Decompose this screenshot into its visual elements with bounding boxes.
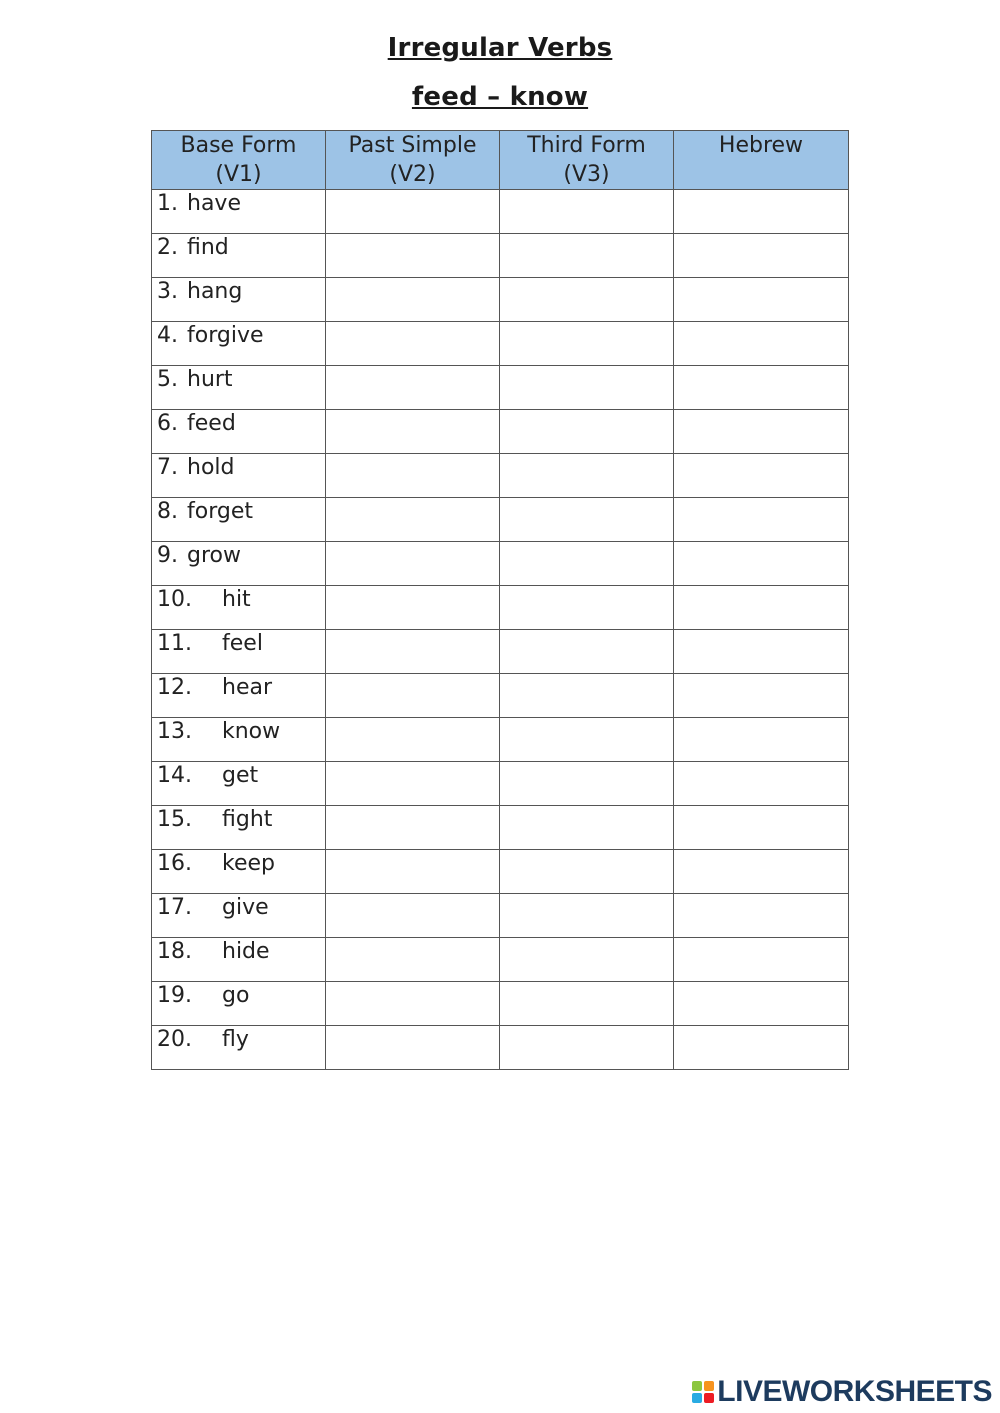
base-form-cell xyxy=(152,1026,326,1070)
past-simple-cell[interactable] xyxy=(326,586,500,630)
base-form-cell xyxy=(152,894,326,938)
third-form-cell[interactable] xyxy=(500,190,674,234)
row-number: 2. xyxy=(157,235,178,260)
table-row xyxy=(152,190,849,234)
base-verb: get xyxy=(222,763,259,788)
hebrew-cell[interactable] xyxy=(674,278,849,322)
row-number: 17. xyxy=(157,895,192,920)
table-row xyxy=(152,674,849,718)
base-form-cell xyxy=(152,234,326,278)
table-row xyxy=(152,1026,849,1070)
base-verb: hurt xyxy=(187,367,233,392)
table-row xyxy=(152,850,849,894)
base-verb: find xyxy=(187,235,229,260)
base-form-cell xyxy=(152,586,326,630)
base-form-cell xyxy=(152,410,326,454)
verbs-table xyxy=(151,130,849,1070)
base-form-cell xyxy=(152,674,326,718)
third-form-cell[interactable] xyxy=(500,322,674,366)
row-number: 12. xyxy=(157,675,192,700)
hebrew-cell[interactable] xyxy=(674,322,849,366)
table-row xyxy=(152,454,849,498)
third-form-cell[interactable] xyxy=(500,982,674,1026)
row-number: 3. xyxy=(157,279,178,304)
page-title: Irregular Verbs xyxy=(387,33,613,63)
table-row xyxy=(152,322,849,366)
third-form-cell[interactable] xyxy=(500,454,674,498)
past-simple-cell[interactable] xyxy=(326,498,500,542)
past-simple-cell[interactable] xyxy=(326,454,500,498)
hebrew-cell[interactable] xyxy=(674,234,849,278)
base-verb: have xyxy=(187,191,241,216)
hebrew-cell[interactable] xyxy=(674,454,849,498)
third-form-cell[interactable] xyxy=(500,366,674,410)
past-simple-cell[interactable] xyxy=(326,894,500,938)
past-simple-cell[interactable] xyxy=(326,806,500,850)
base-form-cell xyxy=(152,938,326,982)
row-number: 13. xyxy=(157,719,192,744)
hebrew-cell[interactable] xyxy=(674,674,849,718)
header-third-form xyxy=(500,131,674,190)
third-form-cell[interactable] xyxy=(500,850,674,894)
hebrew-cell[interactable] xyxy=(674,630,849,674)
base-form-cell xyxy=(152,366,326,410)
base-verb: feed xyxy=(187,411,236,436)
third-form-cell[interactable] xyxy=(500,278,674,322)
header-sublabel: (V1) xyxy=(215,162,262,187)
third-form-cell[interactable] xyxy=(500,498,674,542)
base-verb: hear xyxy=(222,675,273,700)
third-form-cell[interactable] xyxy=(500,894,674,938)
row-number: 7. xyxy=(157,455,178,480)
table-row xyxy=(152,894,849,938)
base-form-cell xyxy=(152,630,326,674)
hebrew-cell[interactable] xyxy=(674,586,849,630)
liveworksheets-watermark xyxy=(692,1377,992,1407)
base-verb: forget xyxy=(187,499,253,524)
table-row xyxy=(152,410,849,454)
header-sublabel: (V3) xyxy=(563,162,610,187)
past-simple-cell[interactable] xyxy=(326,278,500,322)
past-simple-cell[interactable] xyxy=(326,850,500,894)
header-label: Hebrew xyxy=(718,133,804,158)
third-form-cell[interactable] xyxy=(500,674,674,718)
header-sublabel: (V2) xyxy=(389,162,436,187)
page-subtitle: feed – know xyxy=(411,82,589,112)
base-verb: fly xyxy=(222,1027,249,1052)
third-form-cell[interactable] xyxy=(500,762,674,806)
past-simple-cell[interactable] xyxy=(326,410,500,454)
past-simple-cell[interactable] xyxy=(326,190,500,234)
base-form-cell xyxy=(152,542,326,586)
past-simple-cell[interactable] xyxy=(326,718,500,762)
row-number: 8. xyxy=(157,499,178,524)
hebrew-cell[interactable] xyxy=(674,366,849,410)
past-simple-cell[interactable] xyxy=(326,674,500,718)
third-form-cell[interactable] xyxy=(500,718,674,762)
table-row xyxy=(152,366,849,410)
third-form-cell[interactable] xyxy=(500,234,674,278)
row-number: 1. xyxy=(157,191,178,216)
table-row xyxy=(152,762,849,806)
table-row xyxy=(152,586,849,630)
base-verb: keep xyxy=(222,851,275,876)
table-row xyxy=(152,806,849,850)
hebrew-cell[interactable] xyxy=(674,938,849,982)
row-number: 10. xyxy=(157,587,192,612)
row-number: 18. xyxy=(157,939,192,964)
third-form-cell[interactable] xyxy=(500,806,674,850)
base-verb: hide xyxy=(222,939,270,964)
hebrew-cell[interactable] xyxy=(674,190,849,234)
base-verb: grow xyxy=(187,543,241,568)
hebrew-cell[interactable] xyxy=(674,806,849,850)
base-form-cell xyxy=(152,278,326,322)
third-form-cell[interactable] xyxy=(500,630,674,674)
row-number: 20. xyxy=(157,1027,192,1052)
table-row xyxy=(152,630,849,674)
base-form-cell xyxy=(152,718,326,762)
base-form-cell xyxy=(152,322,326,366)
hebrew-cell[interactable] xyxy=(674,982,849,1026)
base-verb: feel xyxy=(222,631,263,656)
past-simple-cell[interactable] xyxy=(326,982,500,1026)
past-simple-cell[interactable] xyxy=(326,938,500,982)
base-verb: hit xyxy=(222,587,251,612)
base-verb: hang xyxy=(187,279,243,304)
hebrew-cell[interactable] xyxy=(674,542,849,586)
header-label: Base Form xyxy=(180,133,297,158)
base-verb: give xyxy=(222,895,269,920)
hebrew-cell[interactable] xyxy=(674,894,849,938)
row-number: 4. xyxy=(157,323,178,348)
third-form-cell[interactable] xyxy=(500,410,674,454)
past-simple-cell[interactable] xyxy=(326,762,500,806)
base-form-cell xyxy=(152,454,326,498)
base-form-cell xyxy=(152,806,326,850)
third-form-cell[interactable] xyxy=(500,542,674,586)
row-number: 11. xyxy=(157,631,192,656)
hebrew-cell[interactable] xyxy=(674,1026,849,1070)
hebrew-cell[interactable] xyxy=(674,762,849,806)
table-row xyxy=(152,718,849,762)
row-number: 16. xyxy=(157,851,192,876)
header-label: Past Simple xyxy=(348,133,477,158)
hebrew-cell[interactable] xyxy=(674,850,849,894)
third-form-cell[interactable] xyxy=(500,938,674,982)
base-form-cell xyxy=(152,982,326,1026)
hebrew-cell[interactable] xyxy=(674,718,849,762)
table-row xyxy=(152,498,849,542)
table-row xyxy=(152,982,849,1026)
hebrew-cell[interactable] xyxy=(674,410,849,454)
base-form-cell xyxy=(152,850,326,894)
row-number: 15. xyxy=(157,807,192,832)
table-row xyxy=(152,542,849,586)
third-form-cell[interactable] xyxy=(500,586,674,630)
base-verb: hold xyxy=(187,455,235,480)
third-form-cell[interactable] xyxy=(500,1026,674,1070)
base-verb: fight xyxy=(222,807,273,832)
row-number: 14. xyxy=(157,763,192,788)
past-simple-cell[interactable] xyxy=(326,542,500,586)
past-simple-cell[interactable] xyxy=(326,366,500,410)
header-past-simple xyxy=(326,131,500,190)
base-form-cell xyxy=(152,762,326,806)
past-simple-cell[interactable] xyxy=(326,630,500,674)
base-form-cell xyxy=(152,498,326,542)
row-number: 9. xyxy=(157,543,178,568)
base-verb: forgive xyxy=(187,323,264,348)
past-simple-cell[interactable] xyxy=(326,1026,500,1070)
base-verb: go xyxy=(222,983,250,1008)
table-header-row xyxy=(152,131,849,190)
watermark-text: LIVEWORKSHEETS xyxy=(717,1375,992,1408)
table-row xyxy=(152,234,849,278)
past-simple-cell[interactable] xyxy=(326,234,500,278)
row-number: 5. xyxy=(157,367,178,392)
past-simple-cell[interactable] xyxy=(326,322,500,366)
row-number: 6. xyxy=(157,411,178,436)
header-base-form xyxy=(152,131,326,190)
table-row xyxy=(152,278,849,322)
row-number: 19. xyxy=(157,983,192,1008)
table-row xyxy=(152,938,849,982)
header-label: Third Form xyxy=(527,133,646,158)
hebrew-cell[interactable] xyxy=(674,498,849,542)
header-hebrew xyxy=(674,131,849,190)
liveworksheets-logo-icon xyxy=(692,1381,714,1403)
base-form-cell xyxy=(152,190,326,234)
base-verb: know xyxy=(222,719,281,744)
